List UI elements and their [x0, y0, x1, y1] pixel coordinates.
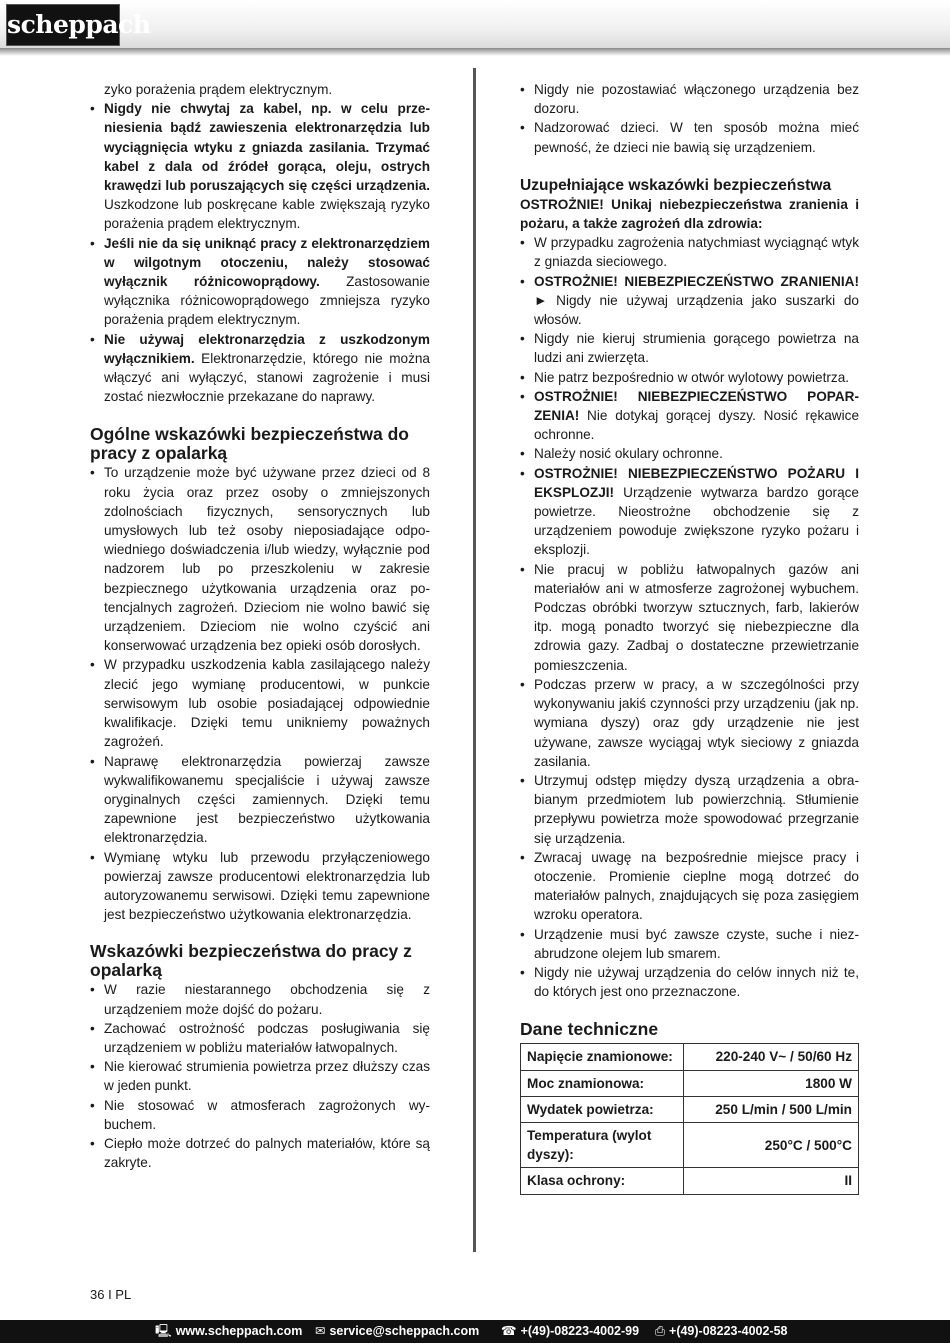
row-label: Wydatek powietrza:	[521, 1096, 684, 1122]
list-item: • Naprawę elektronarzędzia powierzaj zawsze wykwalifikowanemu specjaliście i używaj zawsze oryginalnych części zamiennych. Dzięki temu zapewnione jest bezpieczeństwo użytkowania elektronarzędzia.	[90, 752, 430, 848]
list-item	[520, 464, 859, 560]
item-text: Nie pracuj w pobliżu łatwopalnych gazów ani materiałów ani w atmosferze zagrożonej wybuchem. Podczas obróbki tworzyw sztucznych, farb, lakierów itp. mogą ponadto tworzyć się niebezpieczne dla zdrowia gazy. Zadbaj o dostateczne przewietrzanie pomieszczenia.	[534, 561, 859, 673]
item-text: Nigdy nie używaj urządzenia do celów innych niż te, do których jest ono przeznaczone.	[534, 964, 859, 1000]
row-label: Klasa ochrony:	[521, 1168, 684, 1194]
right-list-1	[520, 80, 859, 157]
page-number: 36 I PL	[90, 1287, 132, 1302]
list-item	[520, 387, 859, 445]
row-label: Moc znamionowa:	[521, 1070, 684, 1096]
section-heading-additional: Uzupełniające wskazówki bezpieczeństwa	[520, 176, 832, 194]
list-item	[520, 560, 859, 675]
item-text: Zwracaj uwagę na bezpośrednie miejsce pracy i otoczenie. Promienie cieplne mogą dotrzeć do materiałów palnych, znajdujących się poza zasięgiem wzroku operatora.	[534, 849, 859, 923]
footer-fax	[655, 1320, 788, 1343]
warning-note: OSTROŻNIE! Unikaj niebezpieczeństwa zranienia i pożaru, a także zagrożeń dla zdrowia:	[520, 196, 859, 232]
item-text: Nie dotykaj gorącej dyszy. Nosić rękawice ochronne.	[534, 408, 859, 443]
footer-phone	[501, 1320, 639, 1343]
footer-fax-text: +(49)-08223-4002-58	[669, 1324, 788, 1338]
list-item: • Zachować ostrożność podczas posługiwania się urządzeniem w pobliżu materiałów łatwopalnych.	[90, 1019, 430, 1057]
page-footer	[0, 1320, 950, 1343]
table-row	[521, 1070, 859, 1096]
item-text: Nigdy nie używaj urządzenia jako suszarki do włosów.	[534, 292, 859, 328]
left-list-3	[90, 980, 430, 1172]
list-item: • Nadzorować dzieci. W ten sposób można mieć pewność, że dzieci nie bawią się urządzeniem.	[520, 118, 859, 156]
left-list-1	[90, 99, 430, 406]
list-item	[520, 272, 859, 330]
section-heading-heatgun: Wskazówki bezpieczeństwa do pracy z opalarką	[90, 941, 412, 981]
item-text: Nie patrz bezpośrednio w otwór wylotowy powietrza.	[534, 369, 850, 385]
item-text: Nigdy nie kieruj strumienia gorącego powietrza na ludzi ani zwierzęta.	[534, 331, 859, 366]
row-value: 1800 W	[684, 1070, 859, 1096]
footer-email[interactable]	[315, 1320, 479, 1343]
mail-icon: ✉	[315, 1324, 326, 1338]
row-label: Napięcie znamionowe:	[521, 1044, 684, 1070]
bold-text: Nigdy nie chwytaj za kabel, np. w celu przeniesienia bądź zawieszenia elektronarzędzia lub wyciągnięcia wtyku z gniazda zasilania. Trzymać kabel z dala od źródeł gorąca, oleju, ostrych krawędzi lub poruszających się części urządzenia.	[104, 101, 430, 194]
bold-text: Nie używaj elektronarzędzia z uszkodzonym wyłącznikiem.	[104, 331, 430, 366]
list-item	[520, 963, 859, 1001]
row-value: 250 L/min / 500 L/min	[684, 1096, 859, 1122]
phone-icon: ☎	[501, 1324, 517, 1338]
list-item: • To urządzenie może być używane przez dzieci od 8 roku życia oraz przez osoby o zmniejszonych zdolnościach fizycznych, sensorycznych lub umysłowych lub też osoby nieposiadające odpowiedniego doświadczenia i/lub wiedzy, wyłącznie pod nadzorem lub po przeszkoleniu w zakresie bezpiecznego użytkowania urządzenia oraz potencjalnych zagrożeń. Dzieciom nie wolno bawić się urządzeniem. Dzieciom nie wolno czyścić ani konserwować urządzenia bez opieki osób dorosłych.	[90, 463, 430, 655]
footer-web[interactable]	[155, 1320, 302, 1343]
list-item: • W razie niestarannego obchodzenia się z urządzeniem może dojść do pożaru.	[90, 980, 430, 1018]
bold-text: OSTROŻNIE! NIEBEZPIECZEŃSTWO POŻARU I EKSPLOZJI!	[534, 465, 859, 500]
row-label: Temperatura (wylot dyszy):	[521, 1122, 684, 1167]
list-item	[90, 330, 430, 407]
item-text: Elektronarzędzie, którego nie można włączyć ani wyłączyć, stanowi zagrożenie i musi zostać niezwłocznie przekazane do naprawy.	[104, 350, 430, 405]
column-divider	[473, 68, 476, 1252]
list-item	[520, 771, 859, 848]
scheppach-logo: scheppach	[6, 4, 120, 46]
list-item: • Nie kierować strumienia powietrza przez dłuższy czas w jeden punkt.	[90, 1057, 430, 1095]
list-item: • W przypadku uszkodzenia kabla zasilającego należy zlecić jego wymianę producentowi, w punkcie serwisowym lub osobie posiadającej odpowiednie kwalifikacje. Dzięki temu unikniemy poważnych zagrożeń.	[90, 655, 430, 751]
section-heading-general: Ogólne wskazówki bezpieczeństwa do pracy z opalarką	[90, 424, 409, 464]
footer-phone-text: +(49)-08223-4002-99	[520, 1324, 640, 1338]
item-text: Podczas przerw w pracy, a w szczególności przy wykonywaniu jakiś czynności przy urządzeniu (jak np. wymiana dyszy) oraz gdy urządzenie nie jest używane, zawsze wyciągaj wtyk sieciowy z gniazda zasilania.	[534, 676, 859, 769]
item-text: W przypadku zagrożenia natychmiast wyciągnąć wtyk z gniazda sieciowego.	[534, 235, 859, 270]
item-text: Należy nosić okulary ochronne.	[534, 446, 723, 462]
list-item: • Nie stosować w atmosferach zagrożonych wybuchem.	[90, 1096, 430, 1134]
bold-text: OSTROŻNIE! NIEBEZPIECZEŃSTWO ZRANIENIA! ►	[534, 273, 859, 308]
table-row	[521, 1044, 859, 1070]
table-row	[521, 1096, 859, 1122]
right-list-2	[520, 233, 859, 1001]
row-value: II	[684, 1168, 859, 1194]
item-text: Uszkodzone lub poskręcane kable zwiększają ryzyko porażenia prądem elektrycznym.	[104, 197, 430, 232]
list-item	[520, 848, 859, 925]
list-item	[520, 233, 859, 271]
right-column	[520, 80, 859, 1195]
list-item	[90, 99, 430, 233]
list-item	[520, 925, 859, 963]
left-list-2	[90, 463, 430, 924]
table-row	[521, 1122, 859, 1167]
list-item: • Wymianę wtyku lub przewodu przyłączeniowego powierzaj zawsze producentowi elektronarzędzia lub autoryzowanemu serwisowi. Dzięki temu zapewnione jest bezpieczeństwo użytkowania elektronarzędzia.	[90, 848, 430, 925]
item-text: Zastosowanie wyłącznika różnicowoprądowego zmniejsza ryzyko porażenia prądem elektrycznym.	[104, 274, 430, 328]
footer-email-text: service@scheppach.com	[329, 1324, 480, 1338]
item-text: Urządzenie wytwarza bardzo gorące powietrze. Nieostrożne obchodzenie się z urządzeniem powoduje zwiększone ryzyko pożaru i eksplozji.	[534, 484, 859, 558]
tech-data-heading: Dane techniczne	[520, 1019, 659, 1040]
bold-text: OSTROŻNIE! NIEBEZPIECZEŃSTWO POPARZENIA!	[534, 388, 859, 424]
header-shadow	[0, 48, 950, 56]
tech-data-table	[520, 1043, 859, 1194]
list-item	[520, 329, 859, 367]
list-item: • Nigdy nie pozostawiać włączonego urządzenia bez dozoru.	[520, 80, 859, 118]
fax-icon: ⎙	[655, 1324, 666, 1338]
left-column	[90, 80, 430, 1172]
list-item: • Ciepło może dotrzeć do palnych materiałów, które są zakryte.	[90, 1134, 430, 1172]
footer-web-text: www.scheppach.com	[175, 1324, 303, 1338]
bold-text: Jeśli nie da się uniknąć pracy z elektronarzędziem w wilgotnym otoczeniu, należy stosować wyłącznik różnicowoprądowy.	[104, 235, 430, 290]
continued-text: zyko porażenia prądem elektrycznym.	[104, 82, 333, 97]
list-item	[520, 368, 859, 387]
list-item	[90, 234, 430, 330]
item-text: Utrzymuj odstęp między dyszą urządzenia a obrabianym przedmiotem lub powierzchnią. Stłumienie przepływu powietrza może spowodować przegrzanie się urządzenia.	[534, 772, 859, 846]
list-item	[520, 675, 859, 771]
table-row	[521, 1168, 859, 1194]
list-item	[520, 444, 859, 463]
row-value: 250°C / 500°C	[684, 1122, 859, 1167]
monitor-icon: 🖳	[155, 1324, 172, 1338]
item-text: Urządzenie musi być zawsze czyste, suche i niezabrudzone olejem lub smarem.	[534, 926, 859, 961]
row-value: 220-240 V~ / 50/60 Hz	[684, 1044, 859, 1070]
